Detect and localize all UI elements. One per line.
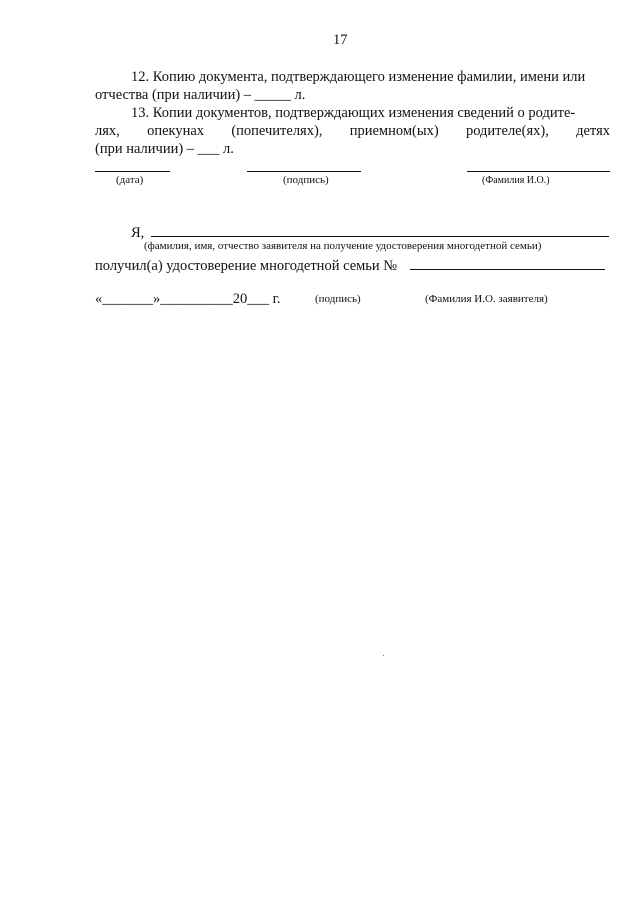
item-13-word: детях [576, 123, 610, 139]
item-13-word: лях, [95, 123, 120, 139]
applicant-caption: (фамилия, имя, отчество заявителя на получение удостоверения многодетной семьи) [144, 240, 542, 252]
item-12-line-1: 12. Копию документа, подтверждающего изменение фамилии, имени или [131, 69, 586, 85]
page-number: 17 [333, 32, 348, 48]
signature-line [247, 171, 361, 172]
item-12-line-2: отчества (при наличии) – _____ л. [95, 87, 306, 103]
item-13-word: опекунах [147, 123, 205, 139]
receipt-signature-label: (подпись) [315, 293, 361, 305]
item-13-word: родителе(ях), [465, 123, 549, 139]
receipt-name-label: (Фамилия И.О. заявителя) [425, 293, 548, 305]
date-label: (дата) [116, 174, 144, 186]
signature-label: (подпись) [283, 174, 329, 186]
applicant-name-line [151, 236, 609, 237]
item-13-line-3: (при наличии) – ___ л. [95, 141, 234, 157]
receipt-date: «_______»__________20___ г. [95, 291, 281, 307]
certificate-number-line [410, 269, 605, 270]
scan-speck [383, 655, 384, 656]
name-line [467, 171, 610, 172]
received-text: получил(а) удостоверение многодетной семьи № [95, 258, 398, 274]
item-13-word: (попечителях), [231, 123, 323, 139]
date-line [95, 171, 170, 172]
item-13-word: приемном(ых) [349, 123, 439, 139]
item-13-line-1: 13. Копии документов, подтверждающих изменения сведений о родите- [131, 105, 576, 121]
ya-label: Я, [131, 225, 145, 241]
name-label: (Фамилия И.О.) [482, 175, 550, 186]
item-13-line-2 [95, 122, 610, 140]
